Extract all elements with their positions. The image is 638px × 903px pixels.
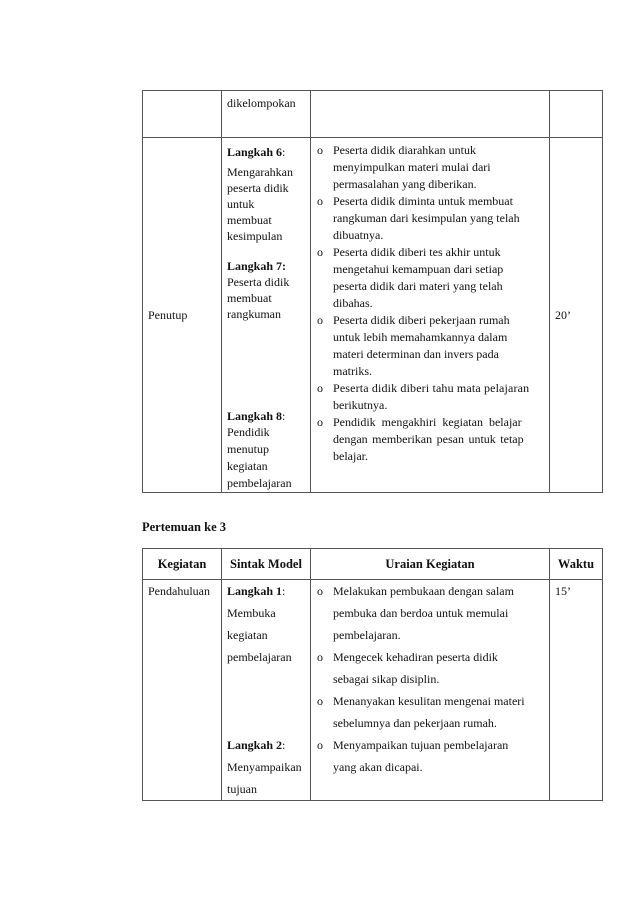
table-row bbox=[143, 580, 603, 801]
sintak-cell bbox=[222, 580, 311, 801]
langkah-7-line: Peserta didik bbox=[227, 275, 290, 289]
colon: : bbox=[282, 145, 286, 159]
langkah-6-line: kesimpulan bbox=[227, 229, 283, 243]
waktu-value: 15’ bbox=[555, 584, 571, 598]
langkah-6-label: Langkah 6 bbox=[227, 145, 283, 159]
langkah-8-label: Langkah 8 bbox=[227, 409, 283, 423]
colon: : bbox=[282, 738, 286, 752]
langkah-8-line: menutup bbox=[227, 442, 269, 456]
rpp-table-continued bbox=[142, 90, 603, 493]
list-item: o Melakukan pembukaan dengan salam pembuka dan berdoa untuk memulai pembelajaran. bbox=[316, 580, 545, 646]
colon: : bbox=[282, 409, 286, 423]
list-item: o Menanyakan kesulitan mengenai materi sebelumnya dan pekerjaan rumah. bbox=[316, 690, 545, 734]
langkah-6-line: untuk bbox=[227, 197, 255, 211]
langkah-2-label: Langkah 2 bbox=[227, 738, 283, 752]
langkah-2-line: tujuan bbox=[227, 782, 257, 796]
list-item: o Peserta didik diminta untuk membuat rangkuman dari kesimpulan yang telah dibuatnya. bbox=[316, 193, 545, 244]
langkah-7-label: Langkah 7: bbox=[227, 259, 287, 273]
langkah-6-line: membuat bbox=[227, 213, 272, 227]
header-kegiatan: Kegiatan bbox=[143, 549, 222, 580]
langkah-1-line: pembelajaran bbox=[227, 650, 292, 664]
langkah-8-line: pembelajaran bbox=[227, 476, 292, 490]
list-item: o Mengecek kehadiran peserta didik sebagai sikap disiplin. bbox=[316, 646, 545, 690]
uraian-cell bbox=[311, 580, 550, 801]
kegiatan-label: Pendahuluan bbox=[148, 584, 210, 598]
langkah-6-line: Mengarahkan bbox=[227, 165, 293, 179]
header-uraian-kegiatan: Uraian Kegiatan bbox=[311, 549, 550, 580]
langkah-1-line: kegiatan bbox=[227, 628, 268, 642]
waktu-cell bbox=[550, 580, 603, 801]
langkah-8-line: kegiatan bbox=[227, 459, 268, 473]
rpp-table-pertemuan-3 bbox=[142, 548, 603, 801]
kegiatan-label: Penutup bbox=[148, 307, 188, 322]
list-item: o Peserta didik diberi tes akhir untuk mengetahui kemampuan dari setiap peserta didik dari materi yang telah dibahas. bbox=[316, 244, 545, 312]
waktu-cell bbox=[550, 138, 603, 493]
langkah-7-line: membuat bbox=[227, 291, 272, 305]
uraian-list bbox=[316, 580, 545, 778]
langkah-2-line: Menyampaikan bbox=[227, 760, 302, 774]
table-header-row bbox=[143, 549, 603, 580]
list-item: o Pendidik mengakhiri kegiatan belajar dengan memberikan pesan untuk tetap belajar. bbox=[316, 414, 545, 465]
table-cell bbox=[143, 91, 222, 138]
waktu-value: 20’ bbox=[555, 307, 571, 322]
table-cell bbox=[550, 91, 603, 138]
langkah-1-label: Langkah 1 bbox=[227, 584, 283, 598]
table-row bbox=[143, 138, 603, 493]
list-item: o Menyampaikan tujuan pembelajaran yang akan dicapai. bbox=[316, 734, 545, 778]
kegiatan-cell bbox=[143, 580, 222, 801]
list-item: o Peserta didik diberi pekerjaan rumah untuk lebih memahamkannya dalam materi determinan dan invers pada matriks. bbox=[316, 312, 545, 380]
section-title: Pertemuan ke 3 bbox=[142, 520, 227, 534]
table-row bbox=[143, 91, 603, 138]
colon: : bbox=[282, 584, 286, 598]
langkah-7-line: rangkuman bbox=[227, 307, 281, 321]
uraian-cell bbox=[311, 138, 550, 493]
header-waktu: Waktu bbox=[550, 549, 603, 580]
table-cell bbox=[311, 91, 550, 138]
table-cell bbox=[222, 91, 311, 138]
kegiatan-cell bbox=[143, 138, 222, 493]
header-sintak-model: Sintak Model bbox=[222, 549, 311, 580]
sintak-cell bbox=[222, 138, 311, 493]
list-item: o Peserta didik diberi tahu mata pelajaran berikutnya. bbox=[316, 380, 545, 414]
langkah-6-line: peserta didik bbox=[227, 181, 289, 195]
langkah-8-line: Pendidik bbox=[227, 425, 270, 439]
list-item: o Peserta didik diarahkan untuk menyimpulkan materi mulai dari permasalahan yang diberikan. bbox=[316, 142, 545, 193]
uraian-list bbox=[316, 142, 545, 465]
sintak-text: dikelompokan bbox=[227, 96, 296, 110]
langkah-1-line: Membuka bbox=[227, 606, 276, 620]
